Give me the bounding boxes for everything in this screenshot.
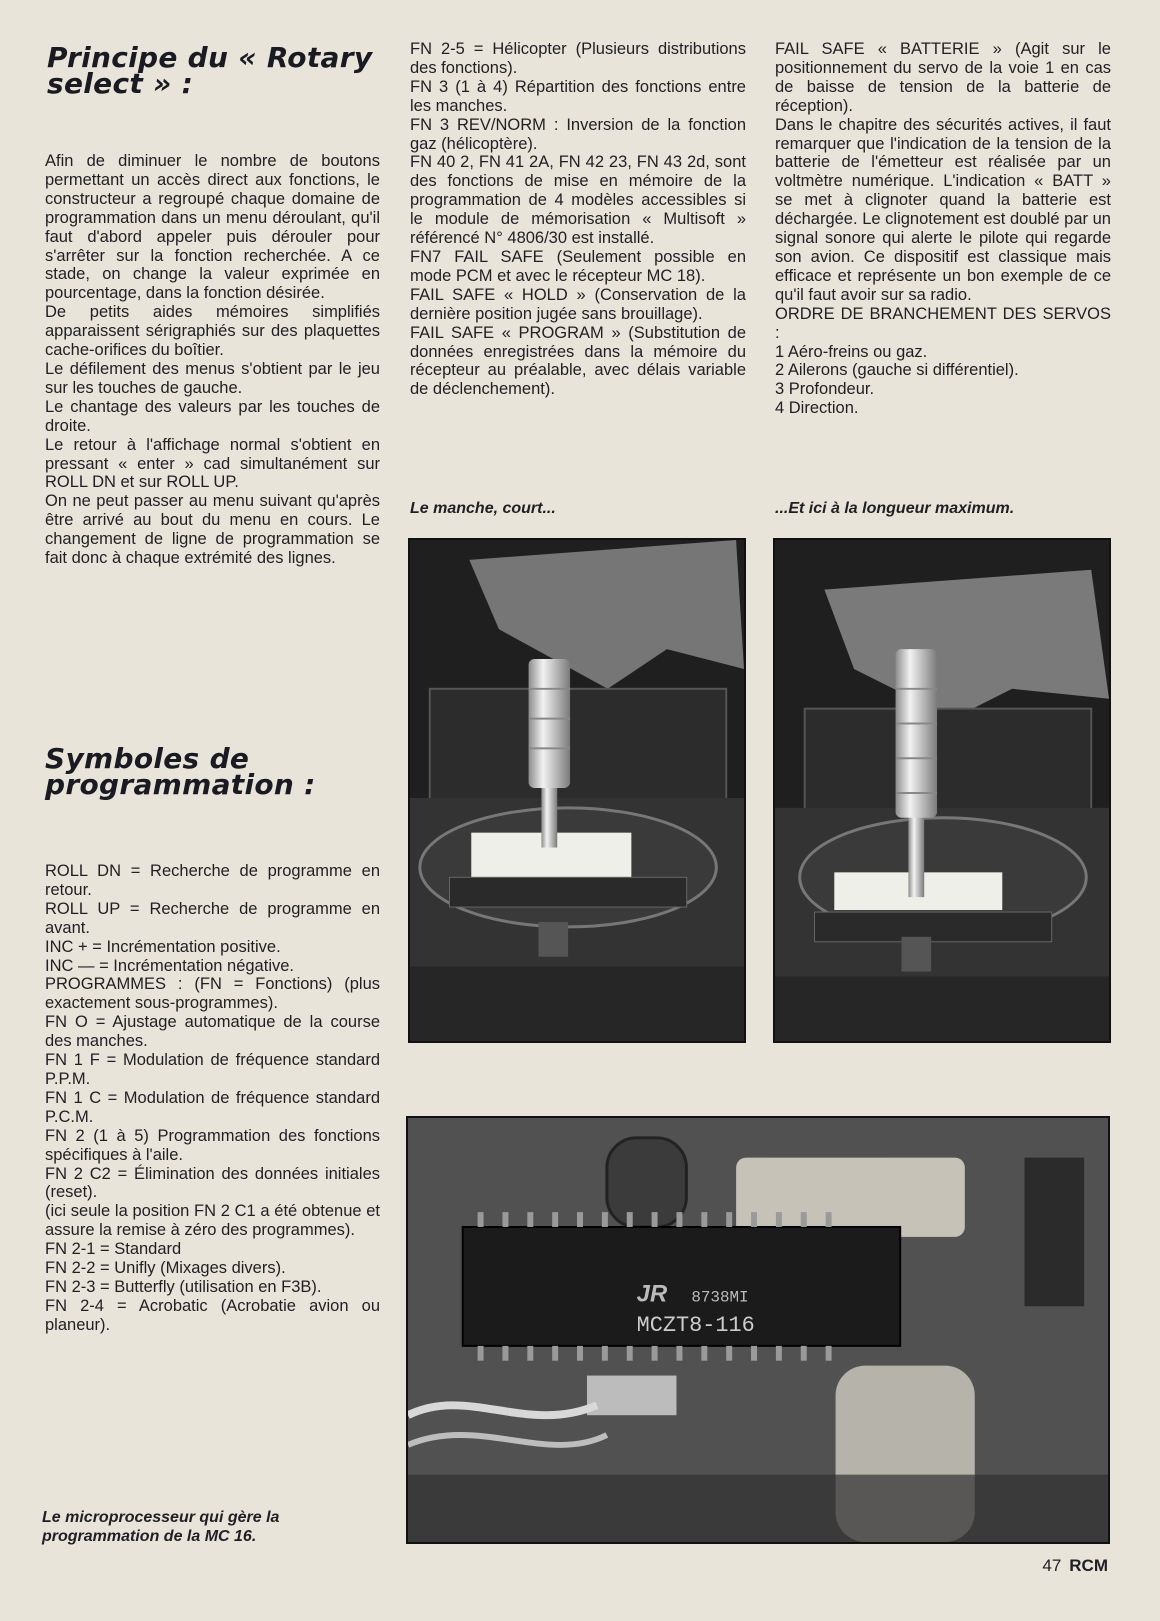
- photo-stick-short: [408, 538, 746, 1043]
- list-item: (ici seule la position FN 2 C1 a été obtenue et assure la remise à zéro des programmes).: [45, 1202, 380, 1240]
- section-symbols-body: [45, 862, 380, 1335]
- list-item: Dans le chapitre des sécurités actives, il faut remarquer que l'indication de la tension de la batterie de l'émetteur est réalisée par un voltmètre numérique. L'indication « BATT » se met à clignoter quand la batterie est déchargée. Le clignotement est doublé par un signal sonore qui alerte le pilote qui regarde son avion. Ce dispositif est classique mais efficace et représente un bon exemple de ce qu'il faut avoir sur sa radio.: [775, 115, 1111, 304]
- list-item: 2 Ailerons (gauche si différentiel).: [775, 361, 1019, 380]
- list-item: FN7 FAIL SAFE (Seulement possible en mode PCM et avec le récepteur MC 18).: [410, 247, 746, 285]
- page-number: 47: [1042, 1556, 1062, 1575]
- caption-stick-short: Le manche, court...: [410, 500, 556, 517]
- list-item: FAIL SAFE « PROGRAM » (Substitution de données enregistrées dans la mémoire du récepteur au préalable, avec délais variable de déclenchement).: [410, 323, 746, 399]
- photo-microprocessor: [406, 1116, 1110, 1544]
- list-item: ROLL UP = Recherche de programme en avant.: [45, 899, 380, 937]
- list-item: FN 2-4 = Acrobatic (Acrobatie avion ou planeur).: [45, 1296, 380, 1334]
- list-item: PROGRAMMES : (FN = Fonctions) (plus exactement sous-programmes).: [45, 975, 380, 1013]
- caption-stick-long: ...Et ici à la longueur maximum.: [775, 500, 1015, 517]
- paragraph: De petits aides mémoires simplifiés apparaissent sérigraphiés sur des plaquettes cache-orifices du boîtier.: [45, 303, 380, 360]
- page-footer: [1042, 1556, 1108, 1576]
- paragraph: Le chantage des valeurs par les touches de droite.: [45, 397, 380, 435]
- section-rotary-select-body: [45, 152, 380, 568]
- list-item: FN 40 2, FN 41 2A, FN 42 23, FN 43 2d, sont des fonctions de mise en mémoire de la programmation de 4 modèles accessibles si le module de mémorisation « Multisoft » référencé N° 4806/30 est installé.: [410, 153, 746, 248]
- list-item: 1 Aéro-freins ou gaz.: [775, 342, 928, 361]
- stick-long-illustration: [775, 540, 1109, 1041]
- paragraph: Afin de diminuer le nombre de boutons permettant un accès direct aux fonctions, le constructeur a regroupé chaque domaine de programmation dans un menu déroulant, qu'il faut d'abord appeler puis dérouler pour s'arrêter sur la fonction recherchée. A ce stade, on change la valeur exprimée en pourcentage, dans la fonction désirée.: [45, 152, 380, 303]
- list-item: FN O = Ajustage automatique de la course des manches.: [45, 1013, 380, 1051]
- chip-model-label: MCZT8-116: [636, 1313, 755, 1338]
- paragraph: On ne peut passer au menu suivant qu'après être arrivé au bout du menu en cours. Le changement de ligne de programmation se fait donc à chaque extrémité des lignes.: [45, 492, 380, 568]
- paragraph: Le retour à l'affichage normal s'obtient en pressant « enter » cad simultanément sur ROLL DN et sur ROLL UP.: [45, 435, 380, 492]
- list-item: FN 2-2 = Unifly (Mixages divers).: [45, 1259, 286, 1278]
- list-item: FN 2-1 = Standard: [45, 1240, 182, 1259]
- list-item: ROLL DN = Recherche de programme en retour.: [45, 862, 380, 899]
- paragraph: Le défilement des menus s'obtient par le jeu sur les touches de gauche.: [45, 359, 380, 397]
- list-item: 4 Direction.: [775, 399, 859, 418]
- section-title-rotary-select: Principe du « Rotary select » :: [47, 41, 373, 100]
- chip-code-label: 8738MI: [691, 1288, 749, 1307]
- list-item: FN 3 REV/NORM : Inversion de la fonction gaz (hélicoptère).: [410, 115, 746, 153]
- list-item: FN 3 (1 à 4) Répartition des fonctions entre les manches.: [410, 77, 746, 115]
- stick-short-illustration: [410, 540, 744, 1041]
- magazine-name: RCM: [1069, 1556, 1108, 1575]
- list-item: FAIL SAFE « BATTERIE » (Agit sur le positionnement du servo de la voie 1 en cas de baisse de tension de la batterie de réception).: [775, 40, 1111, 115]
- list-item: FN 2-5 = Hélicopter (Plusieurs distributions des fonctions).: [410, 40, 746, 77]
- list-item: FN 2-3 = Butterfly (utilisation en F3B).: [45, 1277, 322, 1296]
- list-item: FN 2 (1 à 5) Programmation des fonctions spécifiques à l'aile.: [45, 1126, 380, 1164]
- section-title-symbols: Symboles de programmation :: [45, 742, 316, 801]
- list-item: FN 1 C = Modulation de fréquence standard P.C.M.: [45, 1088, 380, 1126]
- column-2-body: [410, 40, 746, 399]
- chip-brand-label: JR: [636, 1280, 668, 1308]
- list-item: INC — = Incrémentation négative.: [45, 956, 294, 975]
- list-item: 3 Profondeur.: [775, 380, 875, 399]
- caption-microprocessor: Le microprocesseur qui gère la programmation de la MC 16.: [42, 1509, 280, 1545]
- list-item: ORDRE DE BRANCHEMENT DES SERVOS :: [775, 304, 1111, 342]
- list-item: FAIL SAFE « HOLD » (Conservation de la dernière position jugée sans brouillage).: [410, 285, 746, 323]
- photo-stick-long: [773, 538, 1111, 1043]
- list-item: FN 2 C2 = Élimination des données initiales (reset).: [45, 1164, 380, 1202]
- circuit-board-illustration: [408, 1118, 1108, 1542]
- column-3-body: [775, 40, 1111, 418]
- list-item: FN 1 F = Modulation de fréquence standard P.P.M.: [45, 1051, 380, 1088]
- list-item: INC + = Incrémentation positive.: [45, 937, 281, 956]
